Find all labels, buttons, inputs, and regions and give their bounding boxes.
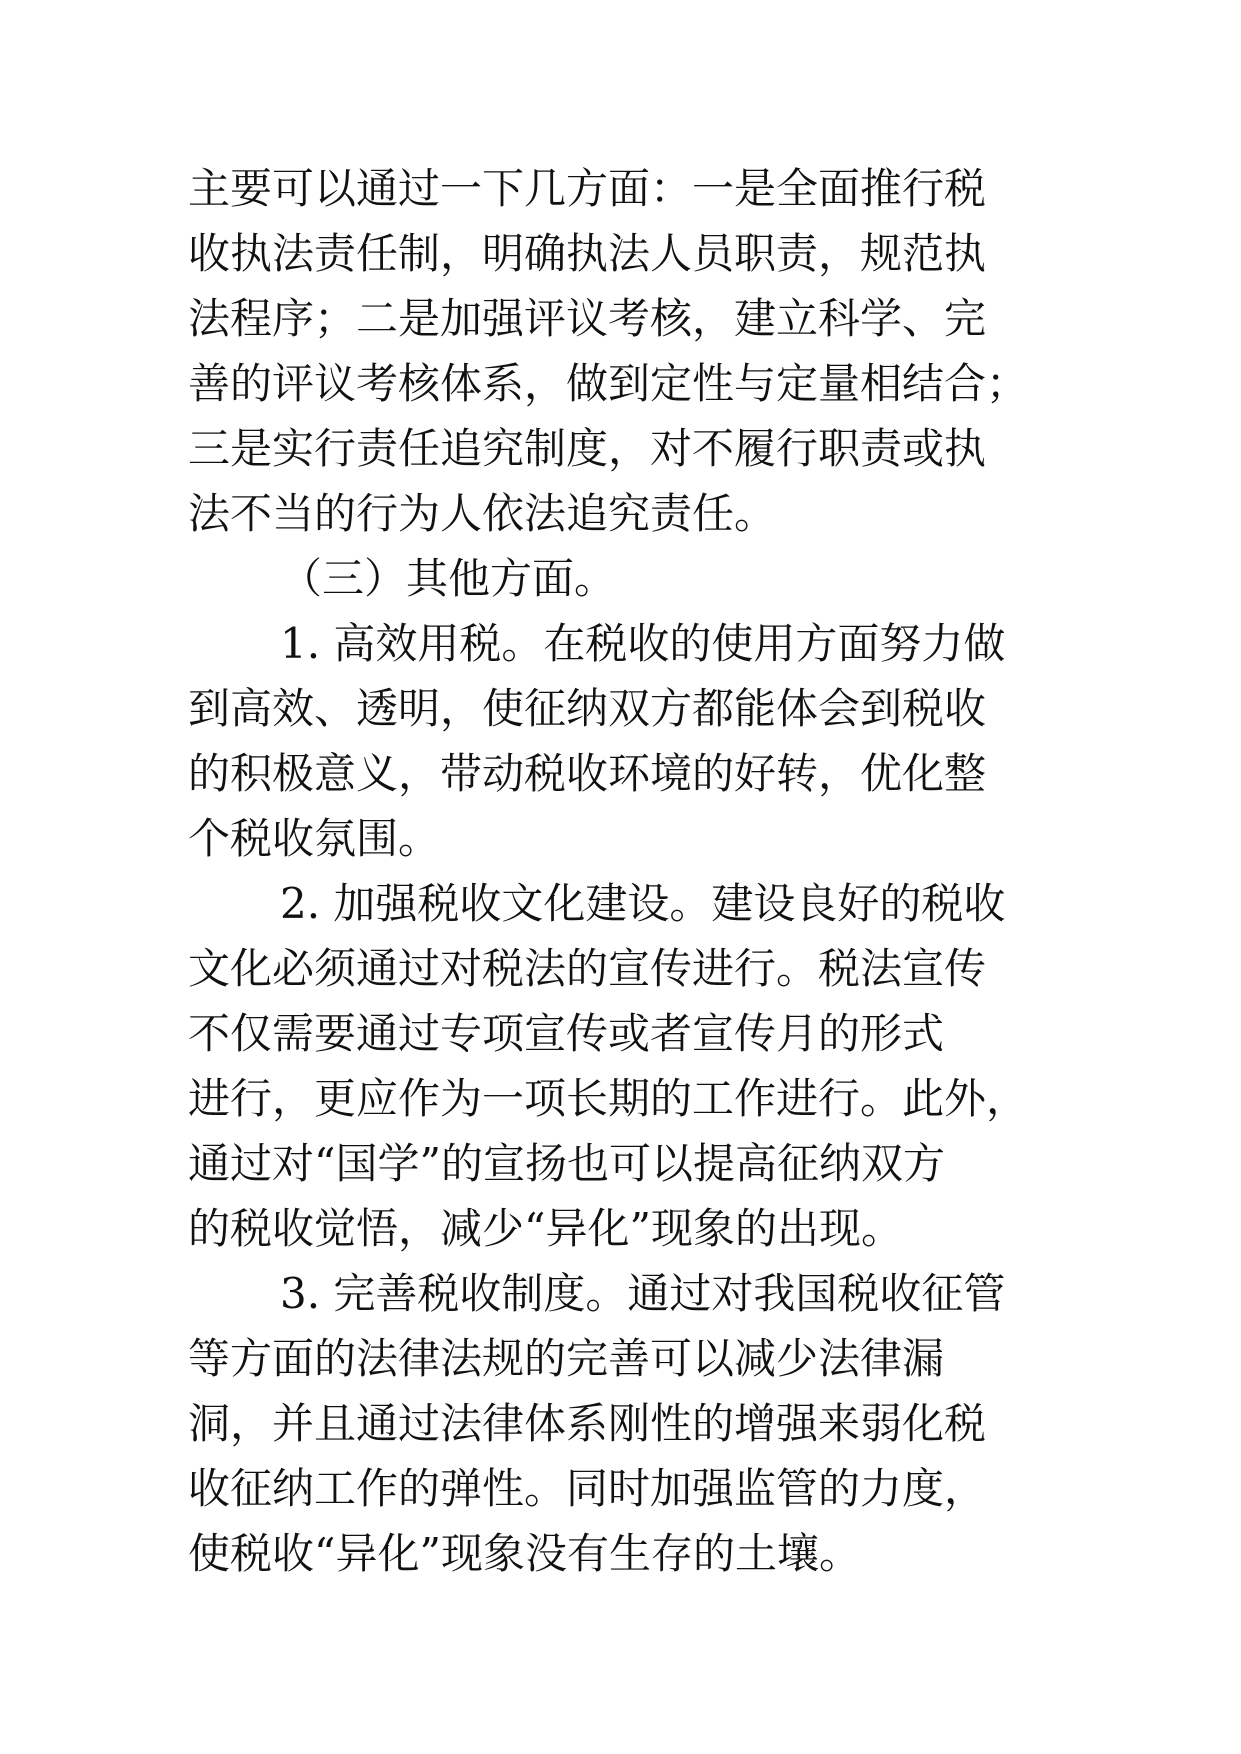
text-line: 到高效、透明，使征纳双方都能体会到税收 xyxy=(188,684,987,733)
text-line: 使税收“异化”现象没有生存的土壤。 xyxy=(188,1529,861,1578)
text-line: 通过对“国学”的宣扬也可以提高征纳双方 xyxy=(188,1139,945,1188)
text-line: 进行，更应作为一项长期的工作进行。此外， xyxy=(188,1074,1029,1123)
text-line: 法程序；二是加强评议考核，建立科学、完 xyxy=(188,294,987,343)
text-line: 不仅需要通过专项宣传或者宣传月的形式 xyxy=(188,1009,945,1058)
text-line: 收征纳工作的弹性。同时加强监管的力度， xyxy=(188,1464,987,1513)
paragraph-start: 1. 高效用税。在税收的使用方面努力做 xyxy=(280,619,1006,668)
text-line: 收执法责任制，明确执法人员职责，规范执 xyxy=(188,229,987,278)
paragraph-start: 2. 加强税收文化建设。建设良好的税收 xyxy=(280,879,1006,928)
text-line: 个税收氛围。 xyxy=(188,814,441,863)
text-line: 的税收觉悟，减少“异化”现象的出现。 xyxy=(188,1204,903,1253)
text-line: 主要可以通过一下几方面：一是全面推行税 xyxy=(188,164,987,213)
text-line: 文化必须通过对税法的宣传进行。税法宣传 xyxy=(188,944,987,993)
section-heading: （三）其他方面。 xyxy=(280,554,617,603)
text-line: 法不当的行为人依法追究责任。 xyxy=(188,489,777,538)
text-line: 三是实行责任追究制度，对不履行职责或执 xyxy=(188,424,987,473)
text-line: 善的评议考核体系，做到定性与定量相结合； xyxy=(188,359,1029,408)
text-line: 洞，并且通过法律体系刚性的增强来弱化税 xyxy=(188,1399,987,1448)
paragraph-start: 3. 完善税收制度。通过对我国税收征管 xyxy=(280,1269,1006,1318)
document-body xyxy=(188,156,1068,1586)
text-line: 的积极意义，带动税收环境的好转，优化整 xyxy=(188,749,987,798)
text-line: 等方面的法律法规的完善可以减少法律漏 xyxy=(188,1334,945,1383)
